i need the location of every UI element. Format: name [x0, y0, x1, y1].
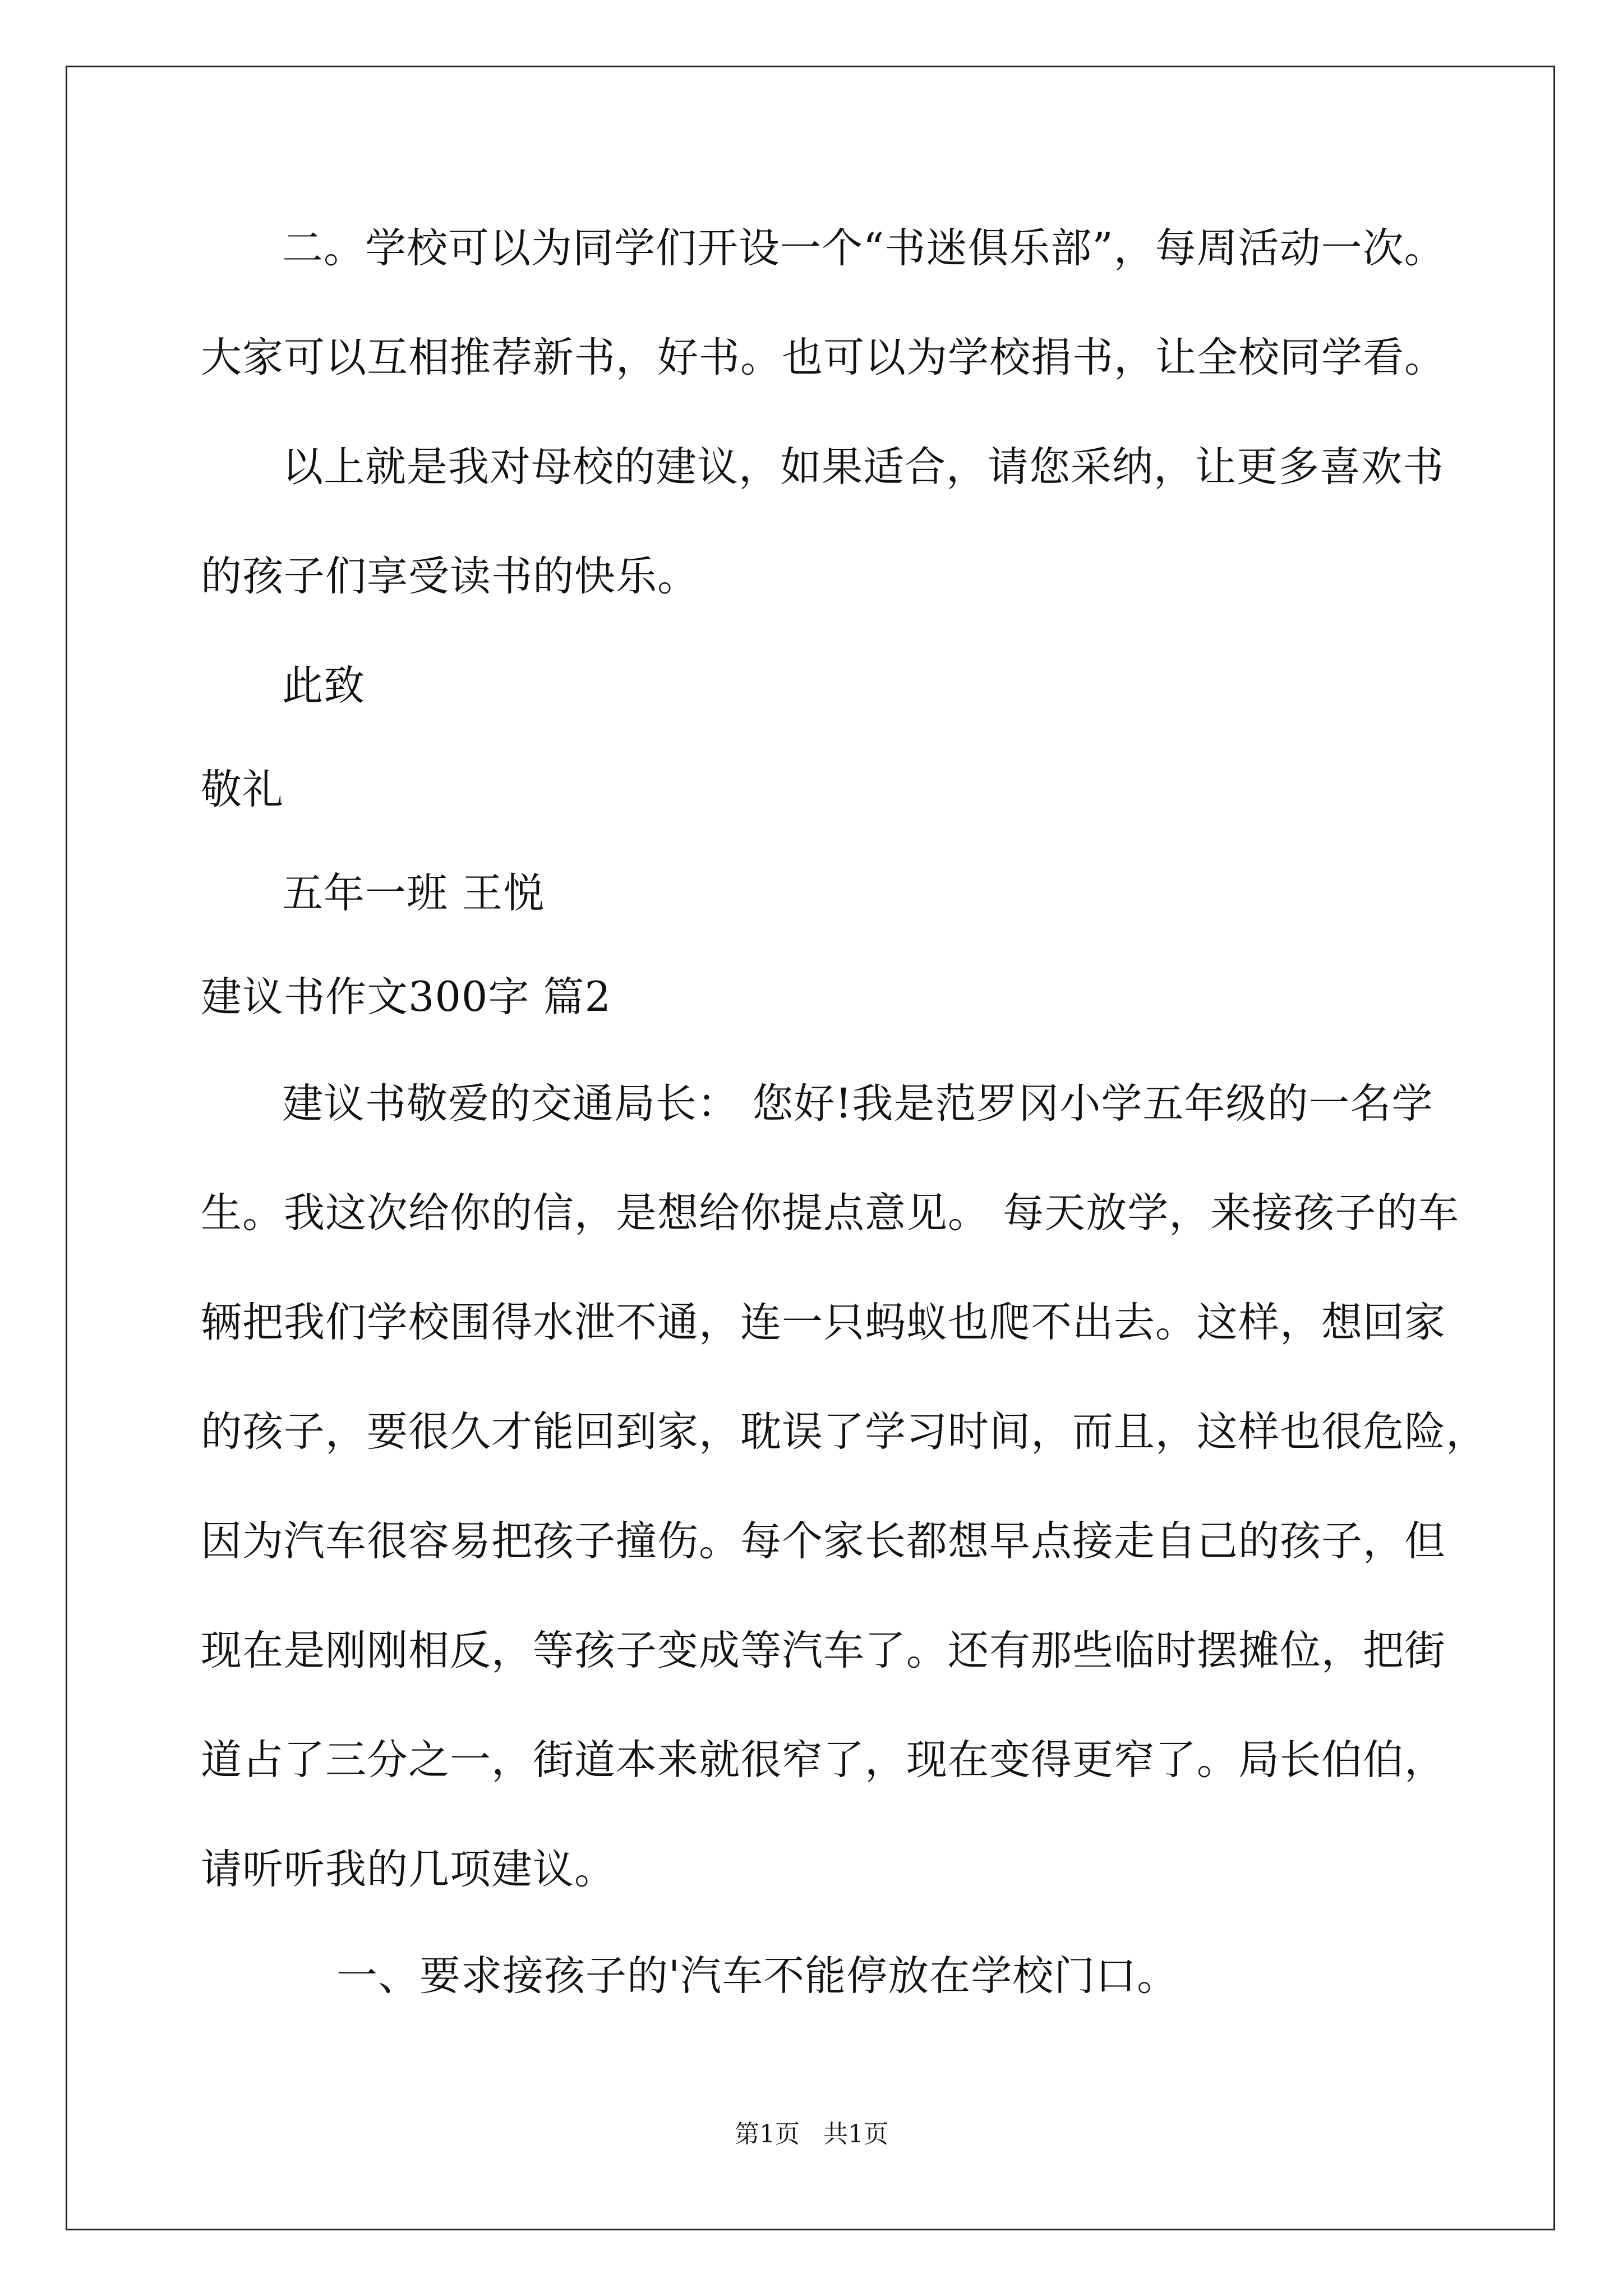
page-border [66, 66, 1555, 2230]
paragraph-line: 以上就是我对母校的建议，如果适合，请您采纳，让更多喜欢书 [282, 443, 1444, 491]
paragraph-line: 的孩子们享受读书的快乐。 [201, 553, 699, 600]
list-item: 一、要求接孩子的'汽车不能停放在学校门口。 [336, 1952, 1179, 2000]
paragraph-line: 建议书敬爱的交通局长： 您好!我是范罗冈小学五年级的一名学 [282, 1080, 1433, 1128]
paragraph-line: 道占了三分之一，街道本来就很窄了，现在变得更窄了。局长伯伯， [201, 1736, 1446, 1784]
paragraph-line: 大家可以互相推荐新书，好书。也可以为学校捐书，让全校同学看。 [201, 334, 1446, 381]
paragraph-line: 辆把我们学校围得水泄不通，连一只蚂蚁也爬不出去。这样，想回家 [201, 1299, 1446, 1346]
closing-respect: 敬礼 [201, 766, 284, 813]
paragraph-line: 二。学校可以为同学们开设一个“书迷俱乐部”，每周活动一次。 [282, 224, 1446, 272]
paragraph-line: 的孩子，要很久才能回到家，耽误了学习时间，而且，这样也很危险， [201, 1408, 1487, 1456]
closing-salutation: 此致 [282, 662, 365, 710]
paragraph-line: 生。我这次给你的信，是想给你提点意见。 每天放学，来接孩子的车 [201, 1189, 1460, 1237]
paragraph-line: 现在是刚刚相反，等孩子变成等汽车了。还有那些临时摆摊位，把街 [201, 1627, 1446, 1674]
page-number: 第1页 共1页 [735, 2120, 888, 2148]
paragraph-line: 请听听我的几项建议。 [201, 1846, 616, 1893]
signature: 五年一班 王悦 [282, 869, 545, 917]
section-heading: 建议书作文300字 篇2 [201, 973, 611, 1021]
paragraph-line: 因为汽车很容易把孩子撞伤。每个家长都想早点接走自己的孩子，但 [201, 1517, 1446, 1565]
